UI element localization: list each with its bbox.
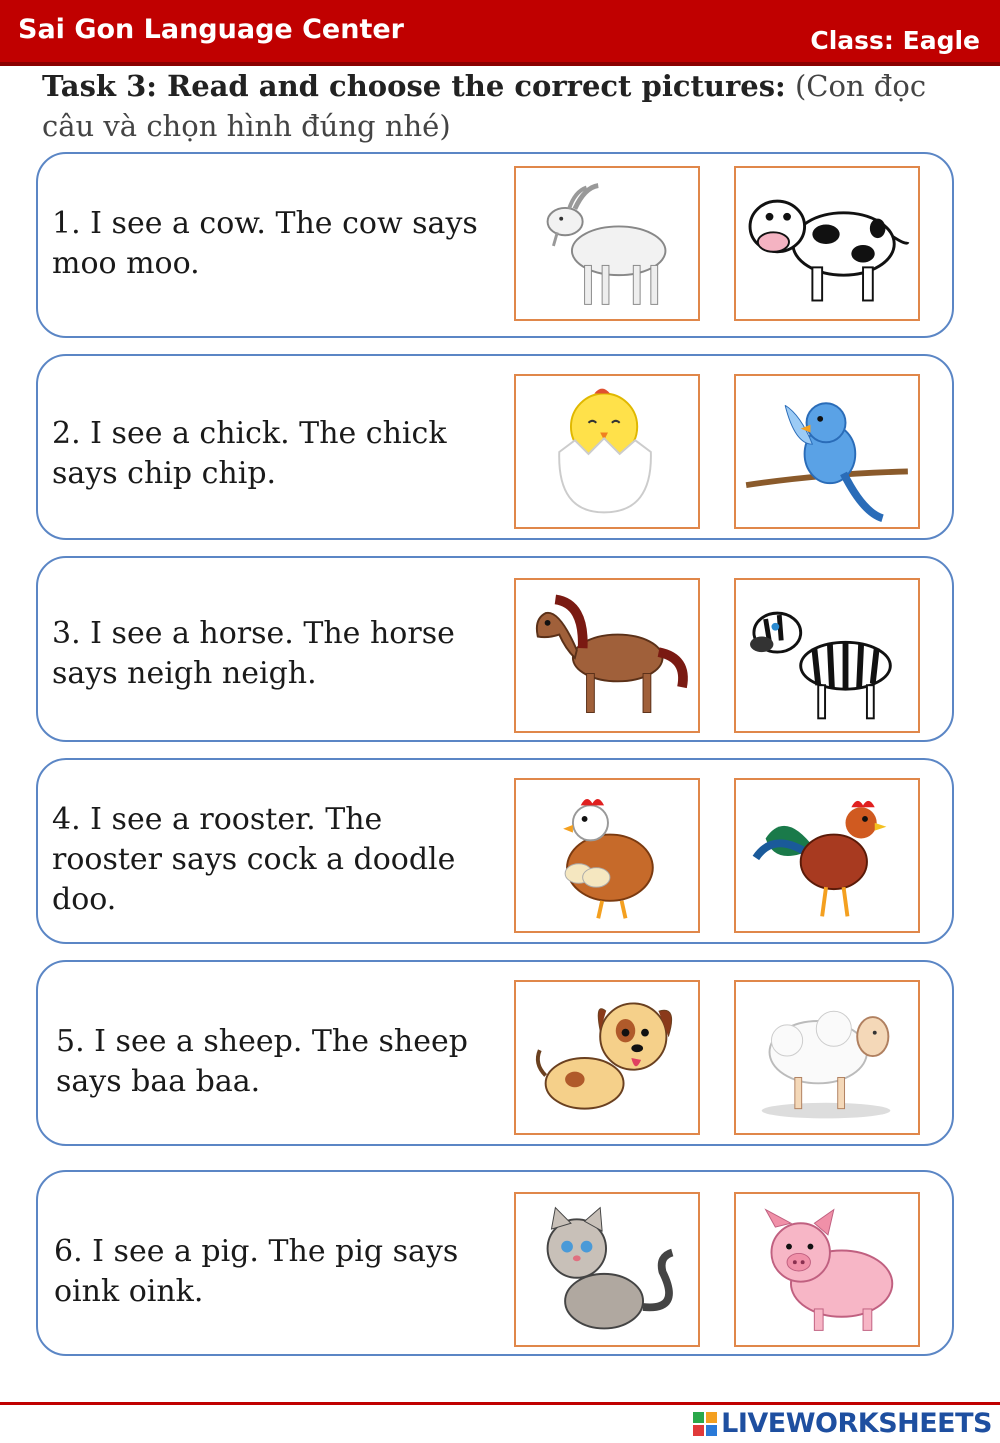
option-pig[interactable] bbox=[734, 1192, 920, 1347]
sheep-picture-icon bbox=[736, 982, 918, 1133]
zebra-picture-icon bbox=[736, 580, 918, 731]
question-sentence: 1. I see a cow. The cow says moo moo. bbox=[52, 206, 478, 281]
center-name: Sai Gon Language Center bbox=[18, 14, 404, 45]
rooster-picture-icon bbox=[736, 780, 918, 931]
chick-picture-icon bbox=[516, 376, 698, 527]
question-sentence: 5. I see a sheep. The sheep says baa baa. bbox=[56, 1024, 468, 1099]
logo-blocks-icon bbox=[693, 1412, 717, 1436]
liveworksheets-logo bbox=[693, 1408, 992, 1439]
option-cow[interactable] bbox=[734, 166, 920, 321]
option-chick[interactable] bbox=[514, 374, 700, 529]
question-sentence: 2. I see a chick. The chick says chip chip. bbox=[52, 416, 447, 491]
option-zebra[interactable] bbox=[734, 578, 920, 733]
option-hen[interactable] bbox=[514, 778, 700, 933]
question-sentence: 6. I see a pig. The pig says oink oink. bbox=[54, 1234, 459, 1309]
task-instructions bbox=[42, 66, 962, 146]
option-sheep[interactable] bbox=[734, 980, 920, 1135]
question-sentence: 3. I see a horse. The horse says neigh neigh. bbox=[52, 616, 455, 691]
option-horse[interactable] bbox=[514, 578, 700, 733]
option-cat[interactable] bbox=[514, 1192, 700, 1347]
option-dog[interactable] bbox=[514, 980, 700, 1135]
horse-picture-icon bbox=[516, 580, 698, 731]
option-rooster[interactable] bbox=[734, 778, 920, 933]
option-bird[interactable] bbox=[734, 374, 920, 529]
logo-text: LIVEWORKSHEETS bbox=[721, 1408, 992, 1439]
pig-picture-icon bbox=[736, 1194, 918, 1345]
footer-divider bbox=[0, 1402, 1000, 1405]
option-goat[interactable] bbox=[514, 166, 700, 321]
bird-picture-icon bbox=[736, 376, 918, 527]
task-title: Task 3: Read and choose the correct pictures: bbox=[42, 69, 786, 103]
question-sentence: 4. I see a rooster. The rooster says cock a doodle doo. bbox=[52, 802, 456, 917]
cat-picture-icon bbox=[516, 1194, 698, 1345]
task-hint: (Con đọc câu và chọn hình đúng nhé) bbox=[42, 69, 927, 143]
goat-picture-icon bbox=[516, 168, 698, 319]
cow-picture-icon bbox=[736, 168, 918, 319]
class-label: Class: Eagle bbox=[810, 26, 980, 55]
hen-picture-icon bbox=[516, 780, 698, 931]
dog-picture-icon bbox=[516, 982, 698, 1133]
